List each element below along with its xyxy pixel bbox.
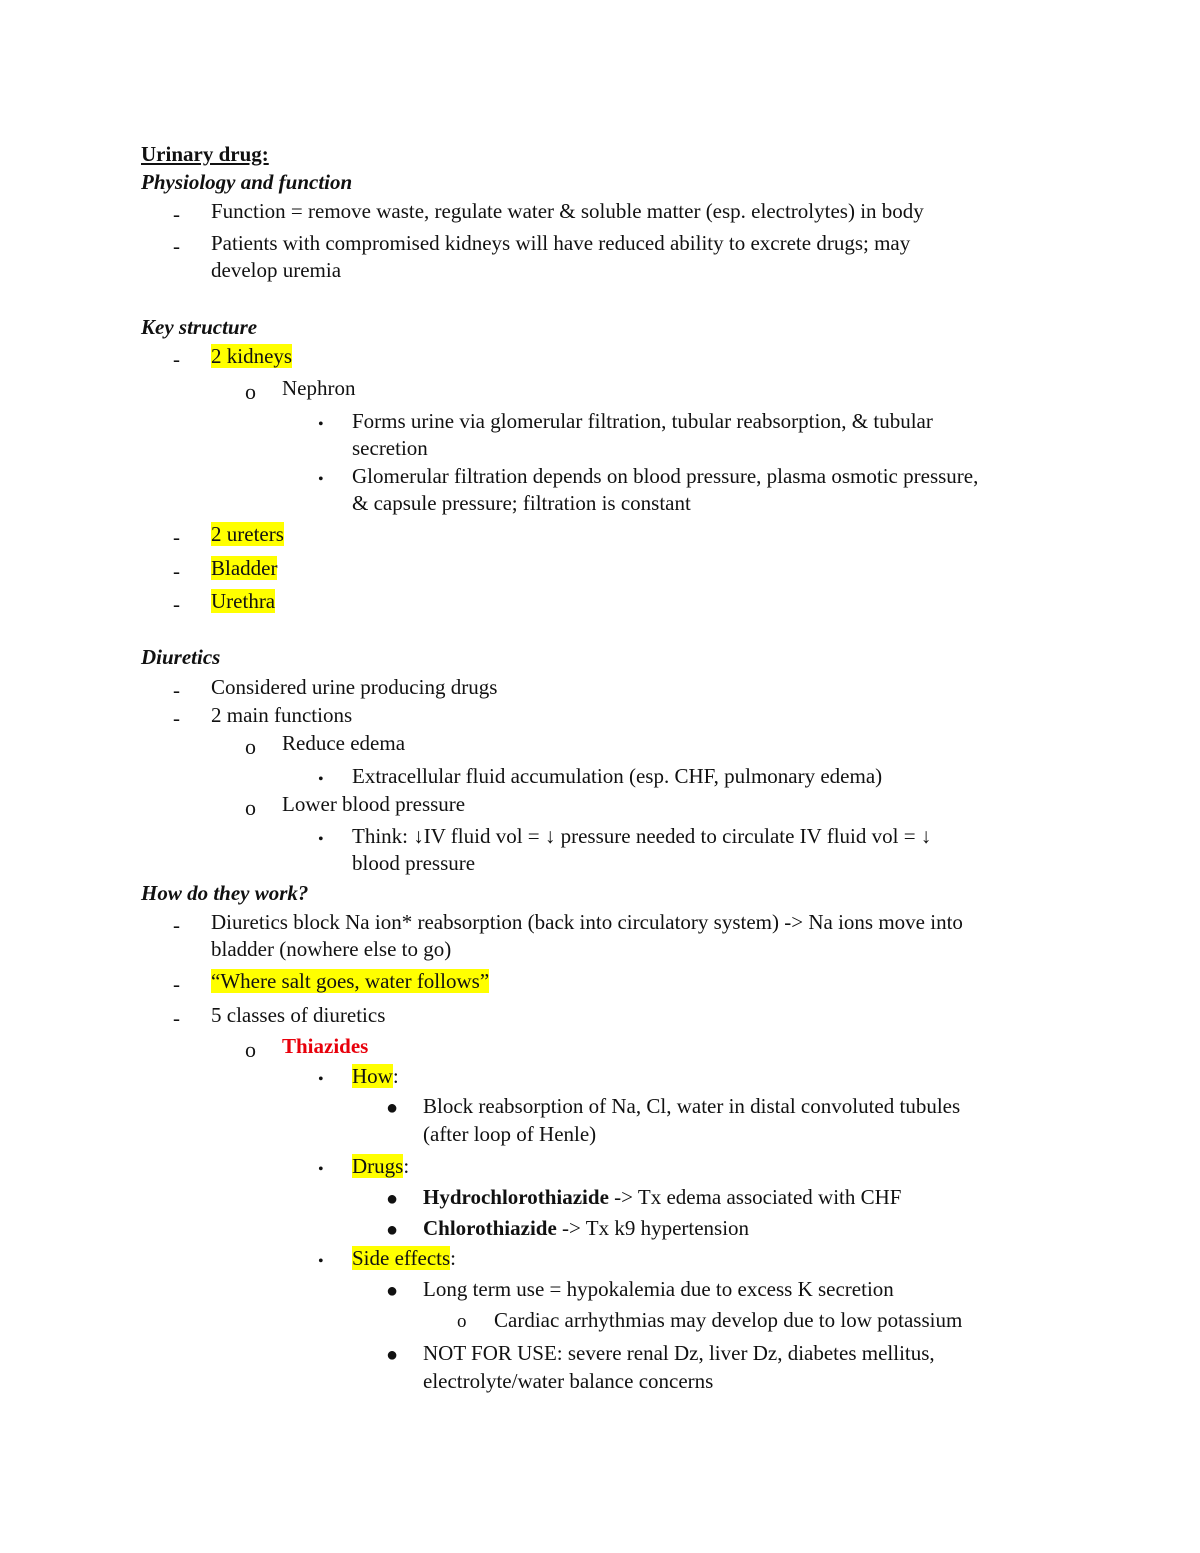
dot-bullet: • [318,416,324,433]
dash-bullet: - [173,234,180,258]
filled-bullet: ● [386,1188,399,1210]
nephron-point-1b: secretion [352,436,428,460]
circle-bullet: o [245,1037,256,1062]
nephron-point-2b: & capsule pressure; filtration is constant [352,491,691,515]
mechanism-b: bladder (nowhere else to go) [211,937,452,961]
dot-bullet: • [318,1071,324,1088]
heading-how-work: How do they work? [141,881,309,905]
edema-detail: Extracellular fluid accumulation (esp. CHF, pulmonary edema) [352,764,883,788]
document-title: Urinary drug: [141,142,269,166]
side-effect-1-detail: Cardiac arrhythmias may develop due to low potassium [494,1308,963,1332]
dash-bullet: - [173,592,180,616]
label-drugs: Drugs [352,1154,404,1178]
item-urethra: Urethra [211,589,276,613]
heading-physiology: Physiology and function [141,170,353,194]
dash-bullet: - [173,525,180,549]
dash-bullet: - [173,678,180,702]
label-side-effects: Side effects [352,1246,451,1270]
circle-bullet: o [245,734,256,759]
label-how: How [352,1064,393,1088]
item-bladder: Bladder [211,556,278,580]
dot-bullet: • [318,831,324,848]
bp-detail-b: blood pressure [352,851,476,875]
function-reduce-edema: Reduce edema [282,731,406,755]
dot-bullet: • [318,471,324,488]
dash-bullet: - [173,913,180,937]
hollow-bullet: o [457,1311,467,1332]
physiology-item-2a: Patients with compromised kidneys will have reduced ability to excrete drugs; may [211,231,911,255]
function-lower-bp: Lower blood pressure [282,792,466,816]
side-effect-2b: electrolyte/water balance concerns [423,1369,714,1393]
dash-bullet: - [173,347,180,371]
dot-bullet: • [318,771,324,788]
filled-bullet: ● [386,1219,399,1241]
dash-bullet: - [173,559,180,583]
drug-2-use: -> Tx k9 hypertension [556,1216,750,1240]
nephron-point-1a: Forms urine via glomerular filtration, tubular reabsorption, & tubular [352,409,933,433]
dash-bullet: - [173,1006,180,1030]
colon: : [403,1154,410,1178]
drug-1-use: -> Tx edema associated with CHF [608,1185,902,1209]
item-nephron: Nephron [282,376,356,400]
heading-diuretics: Diuretics [141,645,221,669]
classes-item: 5 classes of diuretics [211,1003,386,1027]
filled-bullet: ● [386,1097,399,1119]
how-detail-b: (after loop of Henle) [423,1122,597,1146]
dash-bullet: - [173,972,180,996]
side-effect-1: Long term use = hypokalemia due to excess K secretion [423,1277,894,1301]
circle-bullet: o [245,795,256,820]
drug-1-name: Hydrochlorothiazide [423,1185,609,1209]
circle-bullet: o [245,379,256,404]
item-ureters: 2 ureters [211,522,284,546]
side-effect-2a: NOT FOR USE: severe renal Dz, liver Dz, diabetes mellitus, [423,1341,935,1365]
how-detail-a: Block reabsorption of Na, Cl, water in distal convoluted tubules [423,1094,961,1118]
mechanism-a: Diuretics block Na ion* reabsorption (back into circulatory system) -> Na ions move into [211,910,963,934]
dot-bullet: • [318,1161,324,1178]
filled-bullet: ● [386,1344,399,1366]
salt-water-quote: “Where salt goes, water follows” [211,969,490,993]
nephron-point-2a: Glomerular filtration depends on blood pressure, plasma osmotic pressure, [352,464,979,488]
dash-bullet: - [173,202,180,226]
filled-bullet: ● [386,1280,399,1302]
class-thiazides: Thiazides [282,1034,369,1058]
physiology-item-2b: develop uremia [211,258,342,282]
diuretics-item-2: 2 main functions [211,703,353,727]
colon: : [392,1064,399,1088]
dot-bullet: • [318,1253,324,1270]
colon: : [450,1246,457,1270]
heading-key-structure: Key structure [141,315,258,339]
drug-2-name: Chlorothiazide [423,1216,557,1240]
diuretics-item-1: Considered urine producing drugs [211,675,498,699]
item-kidneys: 2 kidneys [211,344,293,368]
physiology-item-1: Function = remove waste, regulate water & soluble matter (esp. electrolytes) in body [211,199,924,223]
bp-detail-a: Think: ↓IV fluid vol = ↓ pressure needed to circulate IV fluid vol = ↓ [352,824,932,848]
dash-bullet: - [173,706,180,730]
